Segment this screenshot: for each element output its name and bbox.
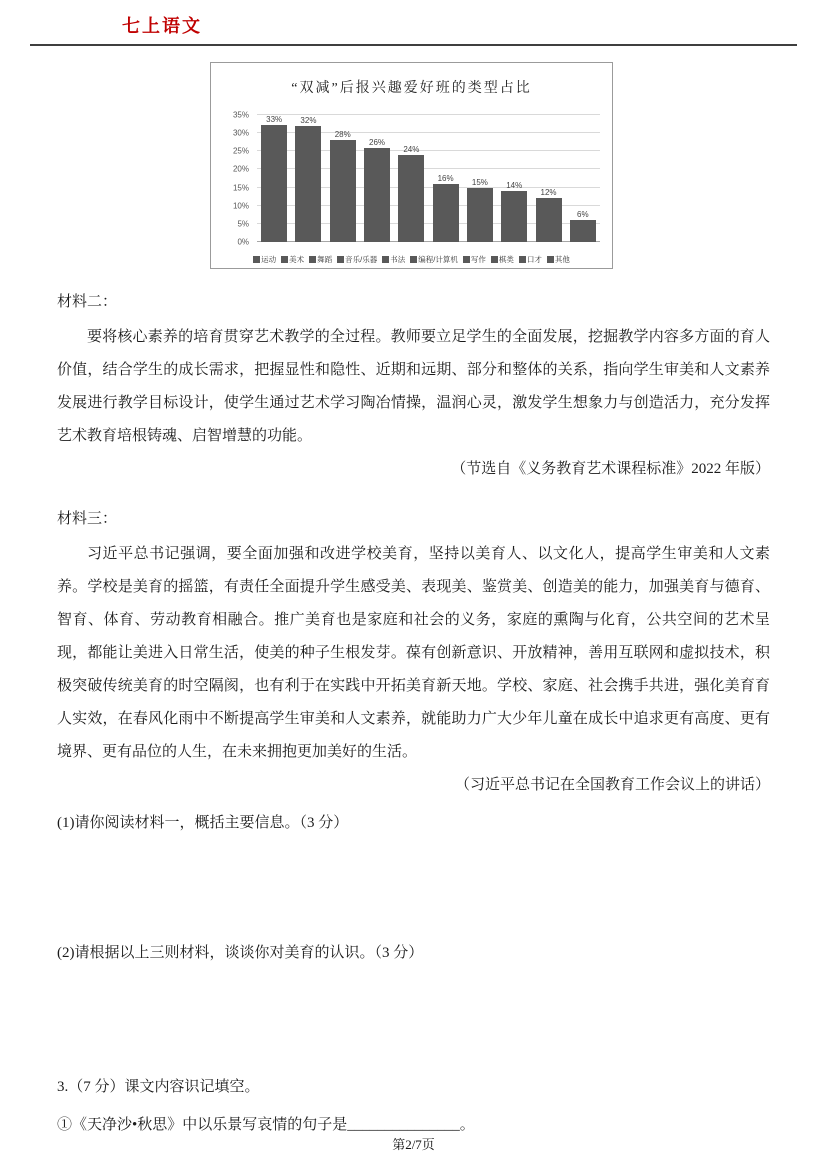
bar-其他 xyxy=(570,220,596,242)
legend-swatch-icon xyxy=(281,256,288,263)
bar-value-label: 14% xyxy=(506,181,523,191)
legend-item xyxy=(337,254,377,265)
material2-source: （节选自《义务教育艺术课程标准》2022 年版） xyxy=(451,461,770,477)
legend-label: 写作 xyxy=(470,255,486,264)
legend-label: 其他 xyxy=(554,255,570,264)
bar-value-label: 15% xyxy=(471,177,488,187)
bar-column xyxy=(362,115,392,242)
material3-source: （习近平总书记在全国教育工作会议上的讲话） xyxy=(454,777,770,793)
page-footer xyxy=(0,1134,827,1153)
legend-swatch-icon xyxy=(309,256,316,263)
y-axis-tick-label: 30% xyxy=(232,128,249,138)
bar-舞蹈 xyxy=(330,140,356,242)
legend-label: 口才 xyxy=(526,255,542,264)
y-axis-tick-label: 25% xyxy=(232,146,249,156)
bar-编程/计算机 xyxy=(433,184,459,242)
bar-column xyxy=(396,115,426,242)
bar-column xyxy=(328,115,358,242)
material2-label: 材料二： xyxy=(57,294,118,310)
bar-column xyxy=(534,115,564,242)
bar-column xyxy=(465,115,495,242)
bar-value-label: 12% xyxy=(540,188,557,198)
bar-value-label: 33% xyxy=(266,115,283,124)
bar-写作 xyxy=(467,188,493,242)
material2-text: 要将核心素养的培育贯穿艺术教学的全过程。教师要立足学生的全面发展，挖掘教学内容多方面的育人价值，结合学生的成长需求，把握显性和隐性、近期和远期、部分和整体的关系，指向学生审美和人文素养发展进行教学目标设计，使学生通过艺术学习陶冶情操，温润心灵，激发学生想象力与创造活力，充分发挥艺术教育培根铸魂、启智增慧的功能。 xyxy=(57,329,770,444)
bar-书法 xyxy=(398,155,424,242)
bar-value-label: 6% xyxy=(577,210,589,220)
bar-口才 xyxy=(536,198,562,242)
chart-plot xyxy=(257,115,600,242)
legend-swatch-icon xyxy=(253,256,260,263)
bar-value-label: 32% xyxy=(300,115,317,125)
legend-label: 棋类 xyxy=(498,255,514,264)
bar-column xyxy=(431,115,461,242)
bar-value-label: 26% xyxy=(369,137,386,147)
page-header xyxy=(0,0,827,44)
page-number: 第2/7页 xyxy=(392,1137,435,1152)
legend-item xyxy=(519,254,542,265)
legend-label: 运动 xyxy=(261,255,277,264)
legend-item xyxy=(463,254,486,265)
bar-运动 xyxy=(261,125,287,242)
bar-column xyxy=(499,115,529,242)
material3-label: 材料三： xyxy=(57,511,118,527)
legend-item xyxy=(491,254,514,265)
legend-swatch-icon xyxy=(410,256,417,263)
legend-item xyxy=(253,254,276,265)
course-title: 七上语文 xyxy=(122,16,202,36)
question-3-item-1: ①《天净沙•秋思》中以乐景写哀情的句子是_______________。 xyxy=(57,1117,475,1133)
bar-column xyxy=(293,115,323,242)
legend-label: 编程/计算机 xyxy=(418,255,458,264)
question-1: (1)请你阅读材料一，概括主要信息。（3 分） xyxy=(57,815,349,831)
material3-text: 习近平总书记强调，要全面加强和改进学校美育，坚持以美育人、以文化人，提高学生审美和人文素养。学校是美育的摇篮，有责任全面提升学生感受美、表现美、鉴赏美、创造美的能力，加强美育与德育、智育、体育、劳动教育相融合。推广美育也是家庭和社会的义务，家庭的熏陶与化育，公共空间的艺术呈现，都能让美进入日常生活，使美的种子生根发芽。葆有创新意识、开放精神，善用互联网和虚拟技术，积极突破传统美育的时空隔阂，也有利于在实践中开拓美育新天地。学校、家庭、社会携手共进，强化美育育人实效，在春风化雨中不断提高学生审美和人文素养，就能助力广大少年儿童在成长中追求更有高度、更有境界、更有品位的人生，在未来拥抱更加美好的生活。 xyxy=(57,546,770,760)
y-axis-tick-label: 10% xyxy=(232,201,249,211)
bar-column xyxy=(259,115,289,242)
y-axis-tick-label: 0% xyxy=(237,237,249,247)
bar-棋类 xyxy=(501,191,527,242)
legend-item xyxy=(547,254,570,265)
legend-swatch-icon xyxy=(491,256,498,263)
chart-y-axis xyxy=(217,110,253,247)
bar-value-label: 24% xyxy=(403,144,420,154)
legend-label: 舞蹈 xyxy=(317,255,333,264)
chart-title: “双减”后报兴趣爱好班的类型占比 xyxy=(291,81,532,96)
bar-美术 xyxy=(295,126,321,242)
legend-item xyxy=(281,254,304,265)
chart-legend xyxy=(211,254,612,265)
y-axis-tick-label: 15% xyxy=(232,183,249,193)
header-divider xyxy=(30,44,797,46)
y-axis-tick-label: 20% xyxy=(232,164,249,174)
question-2: (2)请根据以上三则材料，谈谈你对美育的认识。（3 分） xyxy=(57,945,424,961)
legend-label: 美术 xyxy=(289,255,305,264)
legend-label: 音乐/乐器 xyxy=(345,255,378,264)
question-3: 3.（7 分）课文内容识记填空。 xyxy=(57,1079,260,1095)
chart-bars xyxy=(257,115,600,242)
bar-音乐/乐器 xyxy=(364,148,390,242)
legend-swatch-icon xyxy=(382,256,389,263)
legend-item xyxy=(309,254,332,265)
y-axis-tick-label: 35% xyxy=(232,110,249,120)
bar-value-label: 28% xyxy=(334,130,351,140)
bar-column xyxy=(568,115,598,242)
legend-swatch-icon xyxy=(519,256,526,263)
legend-label: 书法 xyxy=(390,255,406,264)
legend-swatch-icon xyxy=(547,256,554,263)
legend-item xyxy=(410,254,458,265)
bar-value-label: 16% xyxy=(437,173,454,183)
legend-item xyxy=(382,254,405,265)
page-content xyxy=(57,62,770,1142)
y-axis-tick-label: 5% xyxy=(237,219,249,229)
legend-swatch-icon xyxy=(337,256,344,263)
bar-chart xyxy=(210,62,613,269)
legend-swatch-icon xyxy=(463,256,470,263)
